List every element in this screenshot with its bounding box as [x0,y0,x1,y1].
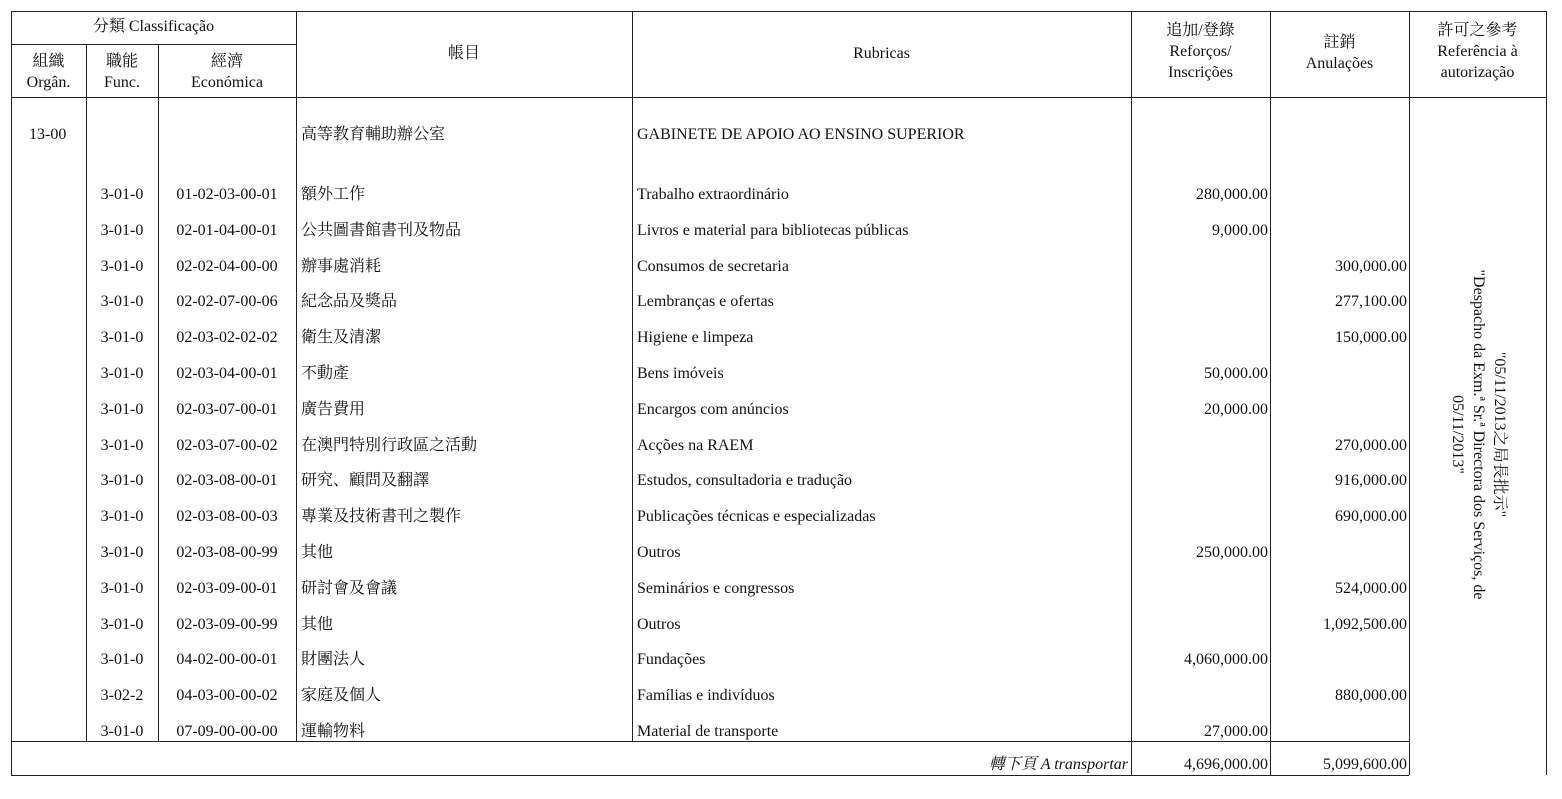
row-econ: 04-03-00-00-02 [176,687,278,704]
row-econ: 02-03-08-00-03 [176,508,278,525]
row-rubrica: Trabalho extraordinário [637,186,789,203]
rule-anul [1409,11,1410,775]
header-econ: 經濟 Económica [191,53,263,91]
row-item-zh: 公共圖書館書刊及物品 [301,222,462,239]
rule-bottom [11,775,1409,776]
row-func: 3-01-0 [100,329,144,346]
row-item-zh: 廣告費用 [301,401,366,418]
header-rubricas: Rubricas [853,45,910,62]
row-func: 3-01-0 [100,616,144,633]
row-func: 3-01-0 [100,258,144,275]
row-rubrica: Seminários e congressos [637,580,795,597]
header-item-zh: 帳目 [447,45,480,62]
row-econ: 02-02-07-00-06 [176,293,278,310]
row-item-zh: 額外工作 [301,186,366,203]
row-func: 3-01-0 [100,222,144,239]
row-rubrica: Livros e material para bibliotecas públicas [637,222,909,239]
rule-header-bottom [11,97,1547,98]
row-reforcos: 50,000.00 [1204,365,1268,382]
header-classification: 分類 Classificação [92,18,215,35]
header-referencia: 許可之參考 Referência à autorização [1437,22,1518,81]
row-econ: 02-03-04-00-01 [176,365,278,382]
row-item-zh: 家庭及個人 [301,687,382,704]
row-econ: 02-03-07-00-01 [176,401,278,418]
row-rubrica: Material de transporte [637,723,779,740]
footer-total-anulacoes: 5,099,600.00 [1323,756,1407,773]
row-anulacoes: 150,000.00 [1335,329,1407,346]
header-organ: 組織 Orgân. [26,53,71,91]
rule-econ [296,11,297,741]
row-rubrica: Outros [637,544,681,561]
row-item-zh: 紀念品及獎品 [301,293,398,310]
row-item-zh: 財團法人 [301,651,366,668]
row-reforcos: 9,000.00 [1212,222,1268,239]
section-organ: 13-00 [29,126,67,143]
row-func: 3-01-0 [100,293,144,310]
row-reforcos: 20,000.00 [1204,401,1268,418]
row-rubrica: Acções na RAEM [637,437,754,454]
row-rubrica: Fundações [637,651,706,668]
row-item-zh: 在澳門特別行政區之活動 [301,437,478,454]
header-anulacoes: 註銷 Anulações [1305,34,1374,72]
rule-ref [1270,11,1271,775]
row-func: 3-01-0 [100,723,144,740]
row-econ: 02-03-09-00-99 [176,616,278,633]
row-item-zh: 辦事處消耗 [301,258,382,275]
row-item-zh: 研討會及會議 [301,580,398,597]
row-rubrica: Famílias e indivíduos [637,687,775,704]
row-item-zh: 其他 [301,544,334,561]
section-name-pt: GABINETE DE APOIO AO ENSINO SUPERIOR [637,126,965,143]
row-econ: 07-09-00-00-00 [176,723,278,740]
row-item-zh: 研究、顧問及翻譯 [301,472,430,489]
row-rubrica: Encargos com anúncios [637,401,789,418]
row-econ: 02-03-07-00-02 [176,437,278,454]
row-reforcos: 280,000.00 [1196,186,1268,203]
row-econ: 04-02-00-00-01 [176,651,278,668]
row-rubrica: Lembranças e ofertas [637,293,774,310]
row-reforcos: 27,000.00 [1204,723,1268,740]
rule-right [1546,11,1547,775]
row-rubrica: Estudos, consultadoria e tradução [637,472,853,489]
row-anulacoes: 277,100.00 [1335,293,1407,310]
section-name-zh: 高等教育輔助辦公室 [301,126,446,143]
row-rubrica: Consumos de secretaria [637,258,789,275]
row-func: 3-01-0 [100,580,144,597]
row-func: 3-02-2 [100,687,144,704]
row-anulacoes: 916,000.00 [1335,472,1407,489]
row-anulacoes: 880,000.00 [1335,687,1407,704]
rule-top [11,11,1547,12]
row-econ: 02-03-09-00-01 [176,580,278,597]
row-func: 3-01-0 [100,544,144,561]
header-reforcos: 追加/登錄 Reforços/ Inscrições [1166,22,1235,81]
row-econ: 02-03-08-00-99 [176,544,278,561]
authorization-reference: "05/11/2013之局長批示" "Despacho da Exm.ª Sr.ª Directora dos Serviços, de 05/11/2013" [1449,269,1508,600]
row-item-zh: 專業及技術書刊之製作 [301,508,462,525]
row-func: 3-01-0 [100,472,144,489]
rule-left [11,11,12,775]
footer-total-reforcos: 4,696,000.00 [1184,756,1268,773]
row-func: 3-01-0 [100,437,144,454]
row-func: 3-01-0 [100,365,144,382]
row-item-zh: 運輸物料 [301,723,366,740]
rule-footer-top [11,741,1409,742]
row-econ: 02-01-04-00-01 [176,222,278,239]
row-rubrica: Outros [637,616,681,633]
row-econ: 02-03-02-02-02 [176,329,278,346]
footer-transport-label: 轉下頁 A transportar [988,756,1128,773]
row-econ: 01-02-03-00-01 [176,186,278,203]
row-reforcos: 250,000.00 [1196,544,1268,561]
row-rubrica: Publicações técnicas e especializadas [637,508,876,525]
rule-organ [86,44,87,741]
row-item-zh: 衛生及清潔 [301,329,382,346]
rule-classification [11,44,296,45]
rule-zh [632,11,633,741]
row-econ: 02-02-04-00-00 [176,258,278,275]
row-func: 3-01-0 [100,186,144,203]
row-func: 3-01-0 [100,508,144,525]
row-reforcos: 4,060,000.00 [1184,651,1268,668]
row-anulacoes: 300,000.00 [1335,258,1407,275]
row-anulacoes: 524,000.00 [1335,580,1407,597]
row-anulacoes: 1,092,500.00 [1323,616,1407,633]
budget-table [11,11,1547,775]
row-func: 3-01-0 [100,651,144,668]
row-func: 3-01-0 [100,401,144,418]
row-econ: 02-03-08-00-01 [176,472,278,489]
row-rubrica: Higiene e limpeza [637,329,754,346]
row-item-zh: 不動產 [301,365,350,382]
rule-func [158,44,159,741]
row-item-zh: 其他 [301,616,334,633]
row-anulacoes: 270,000.00 [1335,437,1407,454]
row-rubrica: Bens imóveis [637,365,724,382]
header-func: 職能 Func. [104,53,140,91]
row-anulacoes: 690,000.00 [1335,508,1407,525]
